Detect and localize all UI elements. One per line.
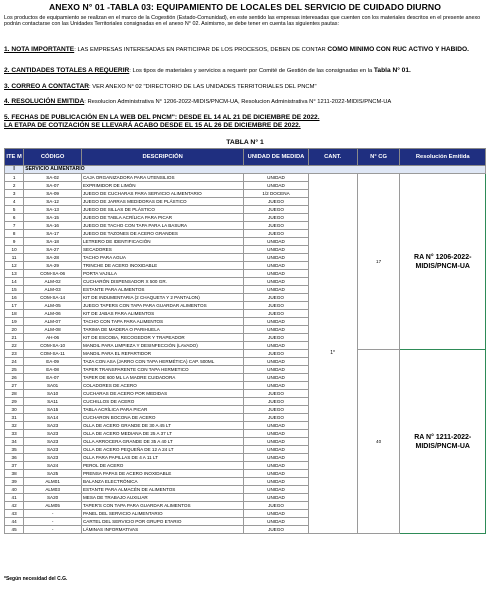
item-description: ESTANTE PARA ALMACÉN DE ALIMENTOS [81, 486, 243, 494]
header-cg-count: N° CG [357, 149, 400, 166]
item-description: KIT DE JABAS PARA ALIMENTOS [81, 310, 243, 318]
item-unit: UNIDAD [244, 494, 308, 502]
item-code: ALM-06 [24, 310, 82, 318]
item-number: 35 [5, 446, 24, 454]
item-code: SA-29 [24, 262, 82, 270]
item-description: ESTANTE PARA ALIMENTOS [81, 286, 243, 294]
note-2-text: : Los tipos de materiales y servicios a requerir por Comité de Gestión de las consignadas en la [129, 68, 373, 74]
item-description: TACHO CON TAPA PARA ALIMENTOS [81, 318, 243, 326]
item-unit: JUEGO [244, 302, 308, 310]
item-description: TAZA CON ASA (JARRO CON TAPA HERMÉTICA) CAP. 500ML [81, 358, 243, 366]
item-code: SA-02 [24, 174, 82, 182]
item-code: EA-08 [24, 366, 82, 374]
item-code: - [24, 518, 82, 526]
item-unit: JUEGO [244, 350, 308, 358]
item-code: SA15 [24, 406, 82, 414]
item-code: SA10 [24, 390, 82, 398]
item-code: ALM-02 [24, 278, 82, 286]
item-number: 18 [5, 310, 24, 318]
item-unit: JUEGO [244, 406, 308, 414]
item-unit: UNIDAD [244, 278, 308, 286]
item-number: 23 [5, 350, 24, 358]
cg-count-group-2: 40 [357, 350, 400, 534]
item-unit: JUEGO [244, 398, 308, 406]
item-number: 30 [5, 406, 24, 414]
item-number: 17 [5, 302, 24, 310]
item-number: 3 [5, 190, 24, 198]
item-unit: JUEGO [244, 222, 308, 230]
item-number: 1 [5, 174, 24, 182]
item-code: ALM-08 [24, 326, 82, 334]
resolution-group-2: RA N° 1211-2022-MIDIS/PNCM-UA [400, 350, 486, 534]
item-unit: UNIDAD [244, 470, 308, 478]
item-description: OLLA DE ACERO PEQUEÑA DE 12 A 24 LT [81, 446, 243, 454]
item-number: 25 [5, 366, 24, 374]
item-code: SA11 [24, 398, 82, 406]
quantity-cell: 1* [308, 174, 357, 534]
item-code: ALM-07 [24, 318, 82, 326]
header-description: DESCRIPCIÓN [81, 149, 243, 166]
item-description: CAJA ORGANIZADORA PARA UTENSILIOS [81, 174, 243, 182]
item-unit: JUEGO [244, 294, 308, 302]
item-description: LÁMINAS INFORMATIVAS [81, 526, 243, 534]
note-1-bold: COMO MINIMO CON RUC ACTIVO Y HABIDO. [327, 46, 469, 53]
note-2-bold: Tabla N° 01. [373, 67, 411, 74]
item-code: SA23 [24, 422, 82, 430]
item-description: KIT DE ESCOBA, RECOGEDOR Y TRAPEADOR [81, 334, 243, 342]
note-3 [4, 83, 317, 91]
item-unit: UNIDAD [244, 486, 308, 494]
item-number: 10 [5, 246, 24, 254]
item-description: TACHO PARA AGUA [81, 254, 243, 262]
note-4 [4, 98, 391, 106]
item-description: OLLA ARROCERA GRANDE DE 35 A 40 LT [81, 438, 243, 446]
note-3-label: 3. CORREO A CONTACTAR [4, 83, 89, 90]
item-number: 19 [5, 318, 24, 326]
item-description: TARIMA DE MADERA O PARIHUELA [81, 326, 243, 334]
item-unit: UNIDAD [244, 438, 308, 446]
header-item: ITE M [5, 149, 24, 166]
item-unit: UNIDAD [244, 318, 308, 326]
item-number: 28 [5, 390, 24, 398]
item-unit: UNIDAD [244, 382, 308, 390]
item-description: PRENSA PAPAS DE ACERO INOXIDABLE [81, 470, 243, 478]
table-row [5, 174, 486, 182]
item-number: 34 [5, 438, 24, 446]
item-code: - [24, 510, 82, 518]
item-code: SA-12 [24, 198, 82, 206]
item-code: SA23 [24, 446, 82, 454]
item-unit: UNIDAD [244, 262, 308, 270]
item-description: JUEGO TAPERS CON TAPA PARA GUARDAR ALIMENTOS [81, 302, 243, 310]
item-code: ALM-05 [24, 302, 82, 310]
item-description: EXPRIMIDOR DE LIMÓN [81, 182, 243, 190]
note-1 [4, 46, 488, 54]
header-code: CÓDIGO [24, 149, 82, 166]
item-number: 14 [5, 278, 24, 286]
item-unit: UNIDAD [244, 478, 308, 486]
item-unit: UNIDAD [244, 462, 308, 470]
item-number: 26 [5, 374, 24, 382]
item-unit: UNIDAD [244, 518, 308, 526]
item-description: TAPER TRANSPARENTE CON TAPA HERMETICO [81, 366, 243, 374]
item-unit: UNIDAD [244, 510, 308, 518]
item-unit: JUEGO [244, 214, 308, 222]
item-description: CUCHARAS DE ACERO POR MEDIDAS [81, 390, 243, 398]
item-code: ALM03 [24, 486, 82, 494]
item-description: PEROL DE ACERO [81, 462, 243, 470]
item-description: SECADORES [81, 246, 243, 254]
item-number: 16 [5, 294, 24, 302]
item-code: SA20 [24, 494, 82, 502]
item-description: PORTA VAJILLA [81, 270, 243, 278]
item-code: SA23 [24, 430, 82, 438]
item-description: BALANZA ELECTRÓNICA [81, 478, 243, 486]
item-description: CUCHARÓN DISPENSADOR X 500 GR. [81, 278, 243, 286]
item-number: 27 [5, 382, 24, 390]
item-number: 45 [5, 526, 24, 534]
item-description: TAPER'S CON TAPA PARA GUARDAR ALIMENTOS [81, 502, 243, 510]
item-unit: UNIDAD [244, 422, 308, 430]
item-code: EA-07 [24, 374, 82, 382]
item-code: SA14 [24, 414, 82, 422]
header-resolution: Resolución Emitida [400, 149, 486, 166]
item-code: SA-27 [24, 246, 82, 254]
item-code: - [24, 526, 82, 534]
item-code: COM-SA-06 [24, 270, 82, 278]
item-unit: JUEGO [244, 310, 308, 318]
item-description: JUEGO DE TAZONES DE ACERO GRANDES [81, 230, 243, 238]
item-unit: UNIDAD [244, 286, 308, 294]
item-description: JUEGO DE TABLA ACRÍLICA PARA PICAR [81, 214, 243, 222]
item-description: JUEGO DE JARRAS MEDIDORAS DE PLÁSTICO [81, 198, 243, 206]
document-title: ANEXO N° 01 -TABLA 03: EQUIPAMIENTO DE LOCALES DEL SERVICIO DE CUIDADO DIURNO [48, 2, 441, 12]
item-description: MESA DE TRABAJO AUXILIAR [81, 494, 243, 502]
item-unit: UNIDAD [244, 246, 308, 254]
item-description: TABLA ACRÍLICA PARA PICAR [81, 406, 243, 414]
item-description: JUEGO DE SILLAS DE PLÁSTICO [81, 206, 243, 214]
item-description: CUCHILLOS DE ACERO [81, 398, 243, 406]
item-code: SA24 [24, 462, 82, 470]
item-number: 41 [5, 494, 24, 502]
item-code: SA-28 [24, 254, 82, 262]
item-description: TAPER DE 600 ML LA MADRE CUIDADORA [81, 374, 243, 382]
item-number: 5 [5, 206, 24, 214]
item-unit: UNIDAD [244, 342, 308, 350]
item-description: OLLA PARA PAPILLAS DE 4 A 11 LT [81, 454, 243, 462]
item-number: 9 [5, 238, 24, 246]
item-number: 21 [5, 334, 24, 342]
item-code: SA23 [24, 454, 82, 462]
item-description: OLLA DE ACERO GRANDE DE 30 A 45 LT [81, 422, 243, 430]
section-title: SERVICIO ALIMENTARIO [24, 166, 486, 174]
item-number: 4 [5, 198, 24, 206]
item-unit: JUEGO [244, 206, 308, 214]
item-code: SA23 [24, 438, 82, 446]
item-number: 36 [5, 454, 24, 462]
resolution-group-1: RA N° 1206-2022-MIDIS/PNCM-UA [400, 174, 486, 350]
note-4-text: : Resolucion Administrativa N° 1206-2022-MIDIS/PNCM-UA, Resolucion Administrativa N° 1211-2022-MIDIS/PNCM-UA [84, 99, 392, 105]
item-code: SA-17 [24, 230, 82, 238]
item-code: SA-07 [24, 182, 82, 190]
item-unit: UNIDAD [244, 174, 308, 182]
item-number: 2 [5, 182, 24, 190]
item-description: JUEGO DE TACHO CON TAPA PARA LA BASURA [81, 222, 243, 230]
item-unit: 1/2 DOCENA [244, 190, 308, 198]
table-row [5, 350, 486, 358]
item-unit: JUEGO [244, 526, 308, 534]
item-code: EA-09 [24, 358, 82, 366]
item-number: 31 [5, 414, 24, 422]
header-quantity: CANT. [308, 149, 357, 166]
item-number: 38 [5, 470, 24, 478]
item-unit: UNIDAD [244, 182, 308, 190]
item-unit: JUEGO [244, 198, 308, 206]
item-code: SA01 [24, 382, 82, 390]
item-description: LETRERO DE IDENTIFICACIÓN [81, 238, 243, 246]
table-body [5, 166, 486, 534]
item-number: 6 [5, 214, 24, 222]
item-unit: UNIDAD [244, 366, 308, 374]
item-unit: JUEGO [244, 390, 308, 398]
cg-count-group-1: 17 [357, 174, 400, 350]
item-unit: JUEGO [244, 334, 308, 342]
item-unit: UNIDAD [244, 326, 308, 334]
item-unit: UNIDAD [244, 454, 308, 462]
item-number: 22 [5, 342, 24, 350]
item-code: ALM-03 [24, 286, 82, 294]
item-description: OLLA DE ACERO MEDIANA DE 25 A 37 LT [81, 430, 243, 438]
footnote: *Según necesidad del C.G. [4, 576, 68, 582]
item-unit: UNIDAD [244, 254, 308, 262]
item-number: 29 [5, 398, 24, 406]
item-unit: UNIDAD [244, 238, 308, 246]
item-description: JUEGO DE CUCHARAS PARA SERVICIO ALIMENTARIO [81, 190, 243, 198]
item-code: AH-06 [24, 334, 82, 342]
table-caption: TABLA N° 1 [226, 139, 264, 146]
item-code: SA25 [24, 470, 82, 478]
item-number: 13 [5, 270, 24, 278]
equipment-table [4, 148, 486, 534]
item-number: 40 [5, 486, 24, 494]
item-number: 12 [5, 262, 24, 270]
item-number: 20 [5, 326, 24, 334]
item-code: SA-13 [24, 206, 82, 214]
note-1-label: 1. NOTA IMPORTANTE [4, 46, 75, 53]
item-description: CARTEL DEL SERVICIO POR GRUPO ETARIO [81, 518, 243, 526]
item-unit: JUEGO [244, 502, 308, 510]
note-1-text: : LAS EMPRESAS INTERESADAS EN PARTICIPAR DE LOS PROCESOS, DEBEN DE CONTAR [74, 47, 326, 53]
section-number: I [5, 166, 24, 174]
section-row [5, 166, 486, 174]
item-unit: JUEGO [244, 230, 308, 238]
item-unit: UNIDAD [244, 446, 308, 454]
item-number: 39 [5, 478, 24, 486]
item-description: PANEL DEL SERVICIO ALIMENTARIO [81, 510, 243, 518]
item-number: 7 [5, 222, 24, 230]
item-code: SA-16 [24, 222, 82, 230]
item-unit: UNIDAD [244, 430, 308, 438]
table-header-row [5, 149, 486, 166]
item-description: TRINCHE DE ACERO INOXIDABLE [81, 262, 243, 270]
item-code: COM-SA-11 [24, 350, 82, 358]
note-2 [4, 67, 411, 75]
item-description: COLADORES DE ACERO [81, 382, 243, 390]
item-unit: UNIDAD [244, 374, 308, 382]
note-5-line-1: 5. FECHAS DE PUBLICACIÓN EN LA WEB DEL PNCM": DESDE EL 14 AL 21 DE DICIEMBRE DE 2022. [4, 114, 320, 121]
item-number: 32 [5, 422, 24, 430]
note-2-label: 2. CANTIDADES TOTALES A REQUERIR [4, 67, 130, 74]
item-code: SA-09 [24, 190, 82, 198]
item-code: SA-18 [24, 238, 82, 246]
item-unit: UNIDAD [244, 270, 308, 278]
item-unit: JUEGO [244, 414, 308, 422]
item-number: 43 [5, 510, 24, 518]
item-number: 11 [5, 254, 24, 262]
item-number: 42 [5, 502, 24, 510]
item-number: 8 [5, 230, 24, 238]
item-description: MANDIL PARA LIMPIEZA Y DESINFECCIÓN (LAVADO) [81, 342, 243, 350]
item-code: COM-SA-10 [24, 342, 82, 350]
item-description: CUCHARON BOCONA DE ACERO [81, 414, 243, 422]
item-code: SA-15 [24, 214, 82, 222]
note-5-line-2: LA ETAPA DE COTIZACIÓN SE LLEVARÁ ACABO DESDE EL 15 AL 26 DE DICIEMBRE DE 2022. [4, 122, 301, 129]
item-number: 44 [5, 518, 24, 526]
item-number: 24 [5, 358, 24, 366]
item-number: 15 [5, 286, 24, 294]
item-code: ALM05 [24, 502, 82, 510]
note-3-text: : VER ANEXO N° 02 "DIRECTORIO DE LAS UNIDADES TERRITORIALES DEL PNCM" [88, 84, 317, 90]
intro-paragraph: Los productos de equipamiento se realizan en el marco de la Cogestión (Estado-Comunidad), en este sentido las empresas interesadas que cuenten con los materiales descritos en el presente anexo podrán contactarse con las Unidades Territoriales consignadas en el anexo N° 02. Asimismo, se debe tener en cuenta las siguientes pautas: [4, 15, 481, 28]
item-number: 37 [5, 462, 24, 470]
item-description: KIT DE INDUMENTARIA (2 CHAQUETA Y 2 PANTALON) [81, 294, 243, 302]
item-code: COM-SA-14 [24, 294, 82, 302]
item-description: MANDIL PARA EL REPARTIDOR [81, 350, 243, 358]
item-number: 33 [5, 430, 24, 438]
header-unit: UNIDAD DE MEDIDA [244, 149, 308, 166]
item-code: ALM01 [24, 478, 82, 486]
note-4-label: 4. RESOLUCIÓN EMITIDA [4, 98, 85, 105]
item-unit: UNIDAD [244, 358, 308, 366]
